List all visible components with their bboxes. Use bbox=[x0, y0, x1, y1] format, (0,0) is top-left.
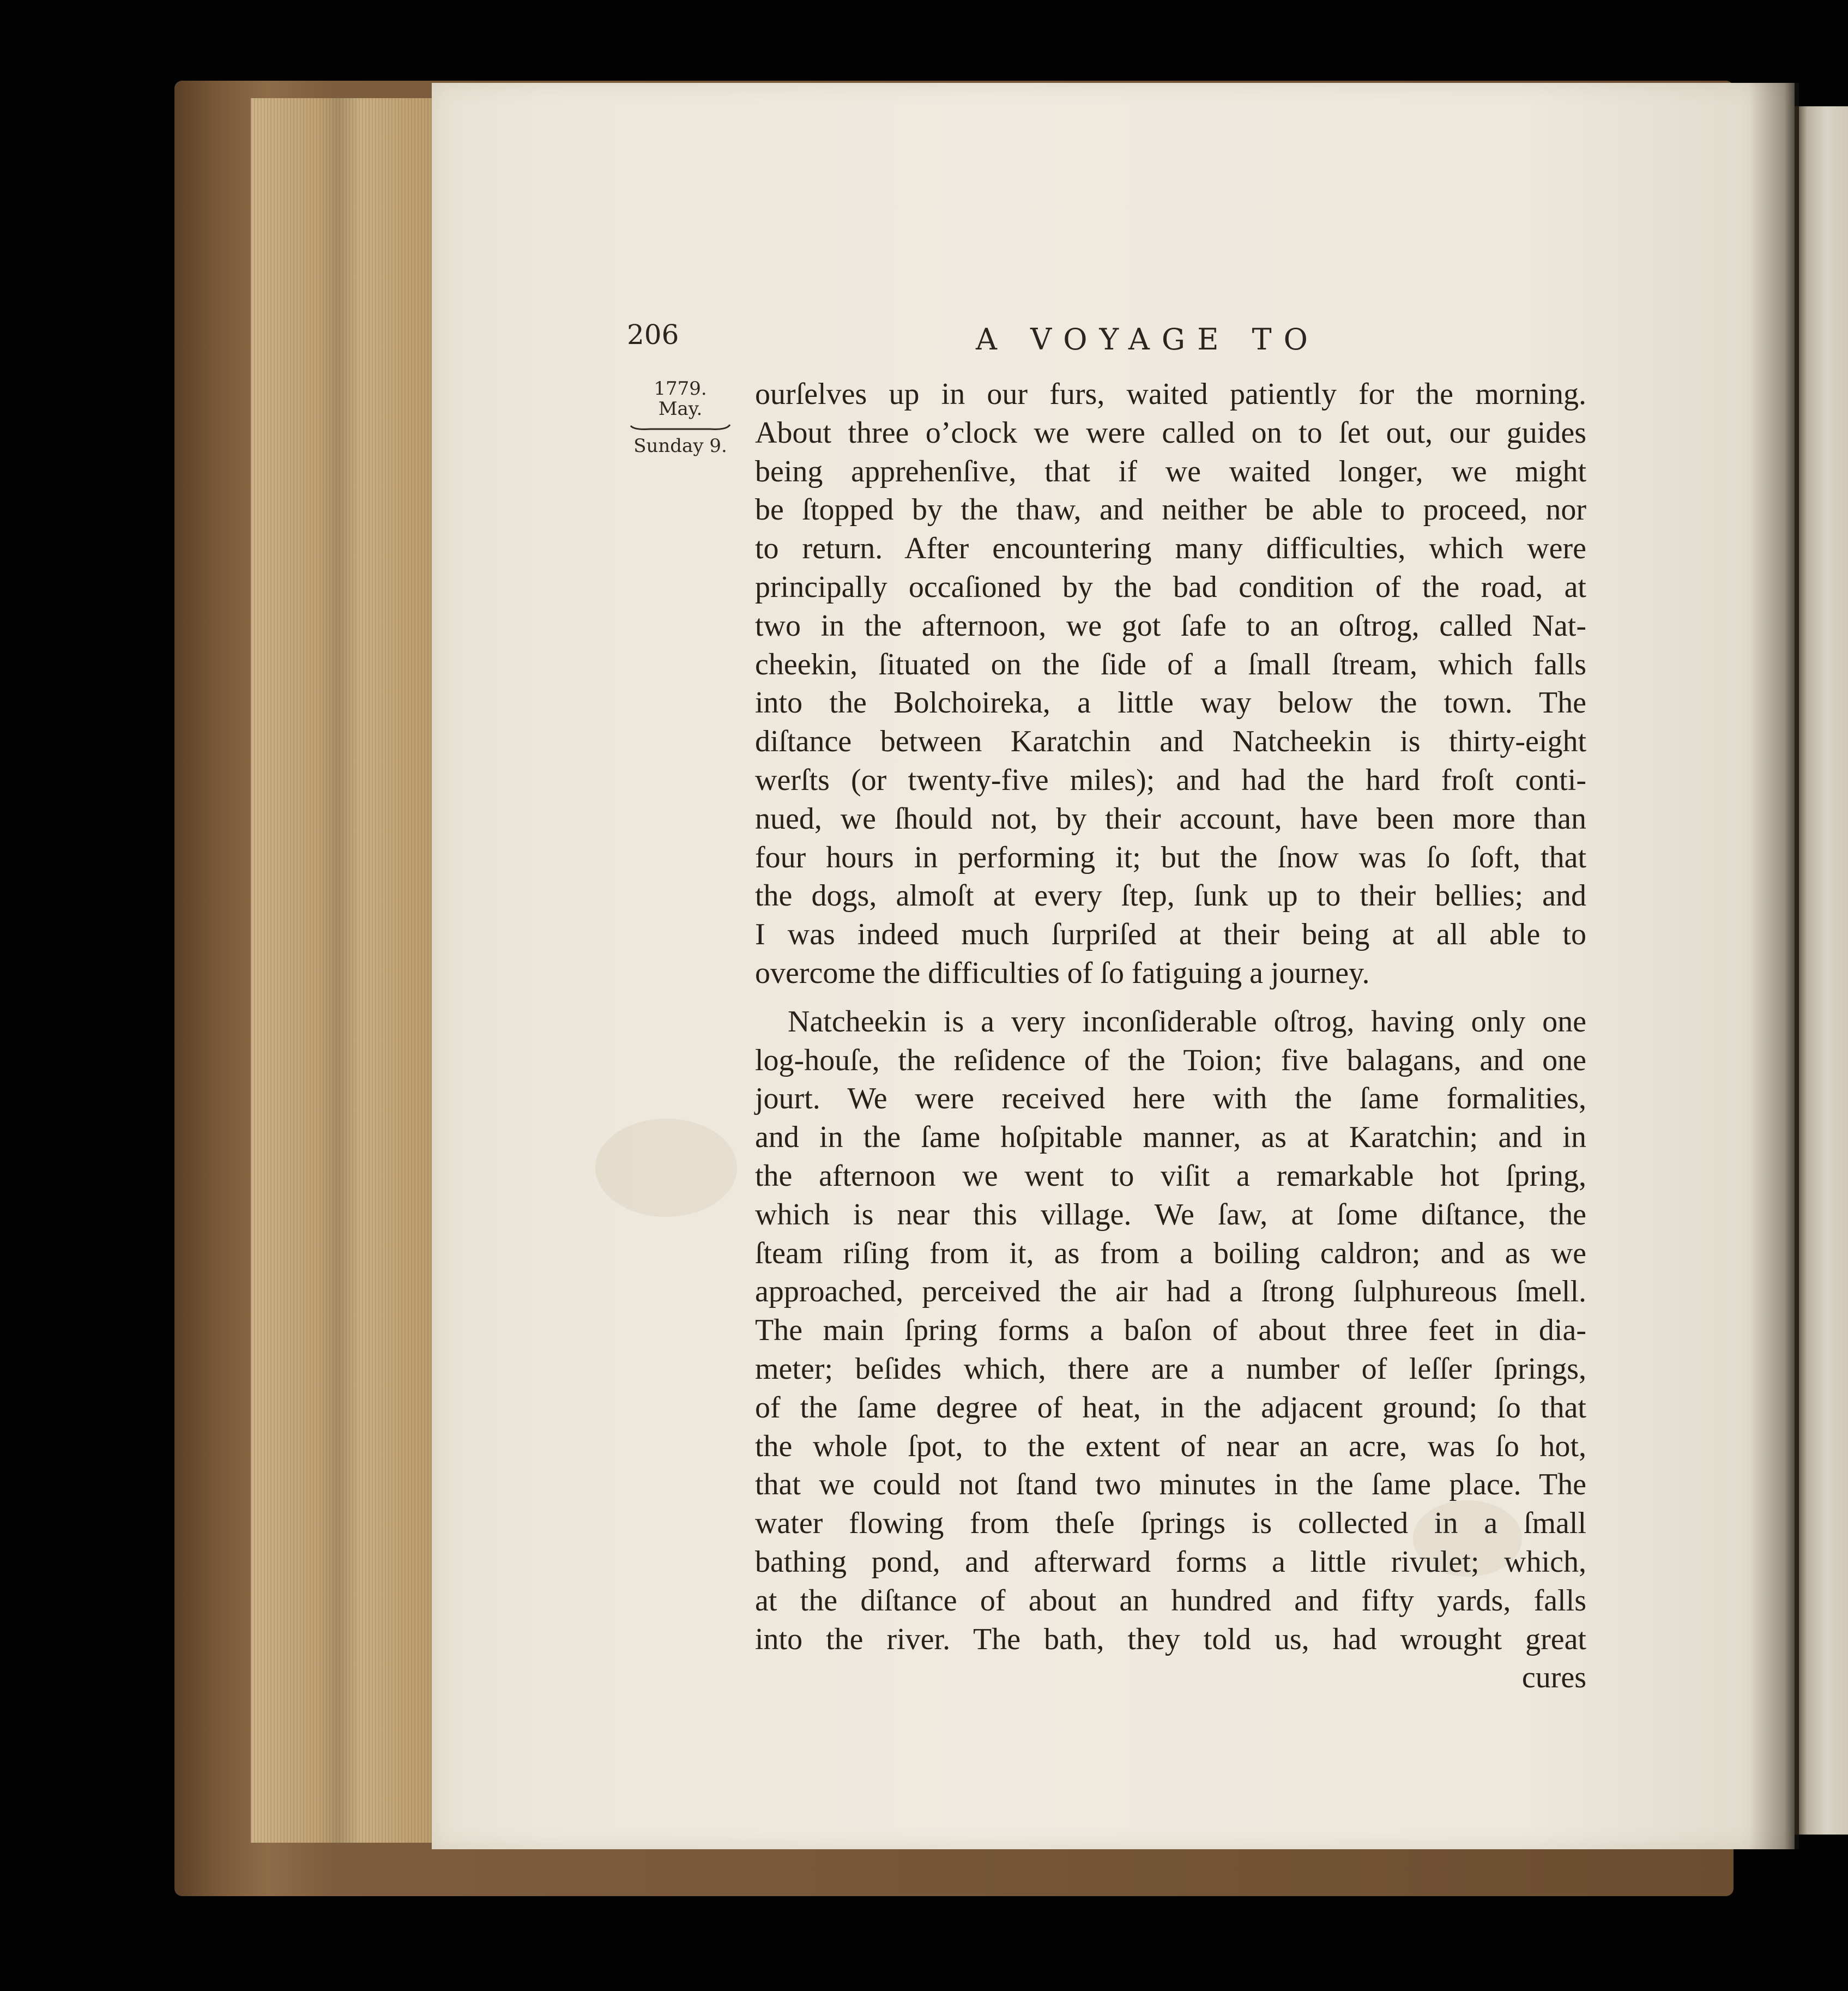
margin-year: 1779. bbox=[654, 378, 707, 400]
text-line: ſteam riſing from it, as from a boiling caldron; and as we bbox=[755, 1236, 1586, 1270]
text-line: being apprehenſive, that if we waited longer, we might bbox=[755, 454, 1586, 488]
text-line: and in the ſame hoſpitable manner, as at Karatchin; and in bbox=[755, 1120, 1586, 1155]
margin-month: May. bbox=[658, 398, 703, 420]
facing-page-edge bbox=[1793, 106, 1848, 1835]
text-line: bathing pond, and afterward forms a little rivulet; which, bbox=[755, 1544, 1586, 1579]
text-line: be ſtopped by the thaw, and neither be able to proceed, nor bbox=[755, 493, 1586, 527]
gutter-shadow bbox=[1750, 83, 1799, 1849]
text-line: at the diſtance of about an hundred and fifty yards, falls bbox=[755, 1583, 1586, 1618]
body-text bbox=[755, 375, 1586, 1697]
margin-day: Sunday 9. bbox=[633, 435, 727, 457]
text-line: overcome the difficulties of ſo fatiguing a journey. bbox=[755, 956, 1370, 990]
paragraph bbox=[755, 375, 1586, 993]
paragraph-gap bbox=[755, 993, 1586, 1003]
page-edges bbox=[251, 98, 436, 1843]
text-line: water flowing from theſe ſprings is collected in a ſmall bbox=[755, 1506, 1586, 1541]
margin-date-note bbox=[626, 379, 735, 456]
text-line: werſts (or twenty-five miles); and had the hard froſt conti- bbox=[755, 763, 1586, 797]
text-line: into the river. The bath, they told us, had wrought great bbox=[755, 1622, 1586, 1656]
text-line: that we could not ſtand two minutes in the ſame place. The bbox=[755, 1468, 1586, 1502]
text-line: ourſelves up in our furs, waited patiently for the morning. bbox=[755, 377, 1586, 411]
text-line: the afternoon we went to viſit a remarkable hot ſpring, bbox=[755, 1159, 1586, 1193]
text-line: jourt. We were received here with the ſame formalities, bbox=[755, 1082, 1586, 1116]
text-line: I was indeed much ſurpriſed at their being at all able to bbox=[755, 918, 1586, 952]
text-line: of the ſame degree of heat, in the adjacent ground; ſo that bbox=[755, 1390, 1586, 1425]
text-line: two in the afternoon, we got ſafe to an oſtrog, called Nat- bbox=[755, 608, 1586, 643]
brace-ornament bbox=[629, 423, 732, 433]
text-line: which is near this village. We ſaw, at ſome diſtance, the bbox=[755, 1197, 1586, 1232]
text-line: into the Bolchoireka, a little way below the town. The bbox=[755, 686, 1586, 720]
catchword: cures bbox=[1521, 1661, 1586, 1695]
text-line: The main ſpring forms a baſon of about three feet in dia- bbox=[755, 1313, 1586, 1348]
text-line: nued, we ſhould not, by their account, have been more than bbox=[755, 801, 1586, 836]
paper-stain bbox=[595, 1119, 737, 1217]
text-line: the whole ſpot, to the extent of near an acre, was ſo hot, bbox=[755, 1429, 1586, 1463]
text-line: Natcheekin is a very inconſiderable oſtrog, having only one bbox=[788, 1004, 1586, 1039]
paragraph bbox=[755, 1003, 1586, 1659]
text-line: approached, perceived the air had a ſtrong ſulphureous ſmell. bbox=[755, 1275, 1586, 1309]
running-head: A VOYAGE TO bbox=[976, 322, 1320, 357]
text-line: cheekin, ſituated on the ſide of a ſmall ſtream, which falls bbox=[755, 647, 1586, 681]
catchword-row bbox=[755, 1658, 1586, 1697]
text-line: principally occaſioned by the bad condition of the road, at bbox=[755, 570, 1586, 604]
page-number: 206 bbox=[627, 319, 679, 351]
page-header bbox=[627, 319, 1565, 363]
text-line: About three o’clock we were called on to ſet out, our guides bbox=[755, 415, 1586, 450]
text-line: four hours in performing it; but the ſnow was ſo ſoft, that bbox=[755, 840, 1586, 874]
text-line: the dogs, almoſt at every ſtep, ſunk up to their bellies; and bbox=[755, 879, 1586, 913]
text-line: log-houſe, the reſidence of the Toion; five balagans, and one bbox=[755, 1043, 1586, 1077]
text-line: meter; beſides which, there are a number of leſſer ſprings, bbox=[755, 1352, 1586, 1386]
text-line: diſtance between Karatchin and Natcheekin is thirty-eight bbox=[755, 725, 1586, 759]
text-line: to return. After encountering many difficulties, which were bbox=[755, 532, 1586, 566]
